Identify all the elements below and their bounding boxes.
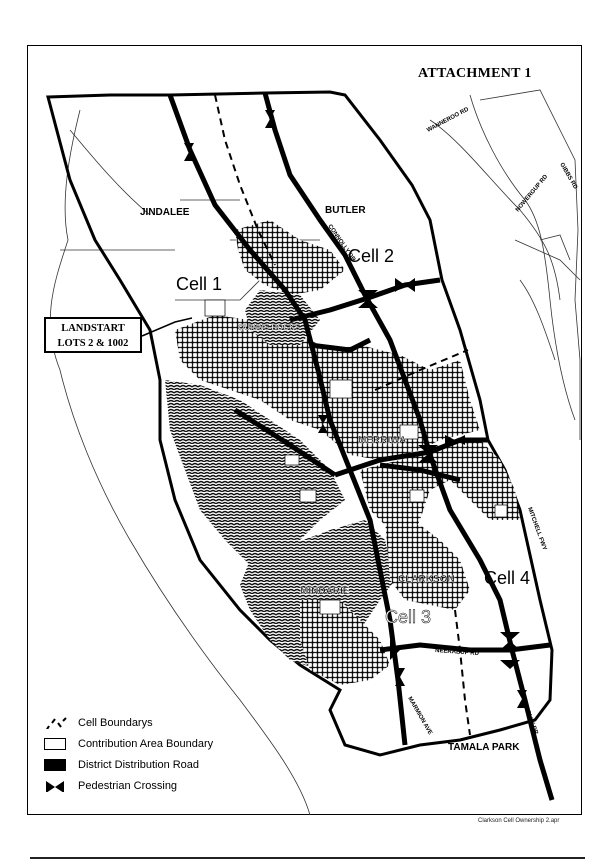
road-gibbs-rd: GIBBS RD bbox=[558, 162, 579, 191]
cell-1-label: Cell 1 bbox=[176, 274, 223, 294]
suburb-clarkson: CLARKSON bbox=[398, 574, 455, 585]
contribution-boundary-icon bbox=[44, 738, 66, 750]
cell-boundary-icon bbox=[44, 717, 70, 729]
legend-label-pedestrian: Pedestrian Crossing bbox=[78, 779, 178, 792]
landstart-callout bbox=[44, 317, 142, 353]
road-wanneroo-rd: WANNEROO RD bbox=[426, 106, 470, 134]
legend-label-road: District Distribution Road bbox=[78, 758, 200, 771]
pedestrian-crossing-icon bbox=[44, 780, 70, 792]
suburb-merriwa: MERRIWA bbox=[358, 435, 407, 446]
suburb-mindarie: MINDARIE bbox=[300, 586, 350, 597]
pedestrian-crossing-icon bbox=[395, 278, 415, 292]
district-road-icon bbox=[44, 759, 66, 771]
map-credit: Clarkson Cell Ownership 2.apr bbox=[478, 818, 560, 824]
legend-label-contribution: Contribution Area Boundary bbox=[78, 737, 214, 750]
legend-row-contribution bbox=[44, 733, 213, 754]
suburb-butler: BUTLER bbox=[325, 205, 366, 216]
suburb-tamala-park: TAMALA PARK bbox=[448, 742, 520, 753]
attachment-title: ATTACHMENT 1 bbox=[418, 66, 532, 81]
bottom-rule bbox=[30, 857, 585, 859]
landstart-line-1: LANDSTART bbox=[61, 323, 125, 334]
landstart-line-2: LOTS 2 & 1002 bbox=[57, 338, 129, 349]
suburb-jindalee: JINDALEE bbox=[140, 207, 190, 218]
legend-label-cell-boundarys: Cell Boundarys bbox=[78, 716, 153, 729]
suburb-quinns-rocks: QUINNS ROCKS bbox=[238, 323, 301, 332]
road-marmion-ave: MARMION AVE bbox=[406, 696, 433, 736]
cell-4-label: Cell 4 bbox=[484, 568, 531, 588]
road-lukin-dr: LUKIN DR bbox=[314, 297, 344, 308]
road-nowergup-rd: NOWERGUP RD bbox=[514, 174, 550, 214]
coastline bbox=[50, 90, 580, 815]
legend-row-road bbox=[44, 754, 213, 775]
road-neerabup-rd: NEERABUP RD bbox=[434, 648, 480, 658]
cell-3-label: Cell 3 bbox=[385, 607, 432, 627]
cell-2-label: Cell 2 bbox=[348, 246, 395, 266]
road-mitchell-fwy: MITCHELL FWY bbox=[526, 506, 548, 552]
legend-row-pedestrian bbox=[44, 775, 213, 796]
map-legend bbox=[44, 712, 213, 796]
road-connolly-dr-south: CONNOLLY DR bbox=[518, 692, 539, 736]
legend-row-cell-boundarys bbox=[44, 712, 213, 733]
road-connolly-dr-north: CONNOLLY DR bbox=[326, 223, 357, 263]
